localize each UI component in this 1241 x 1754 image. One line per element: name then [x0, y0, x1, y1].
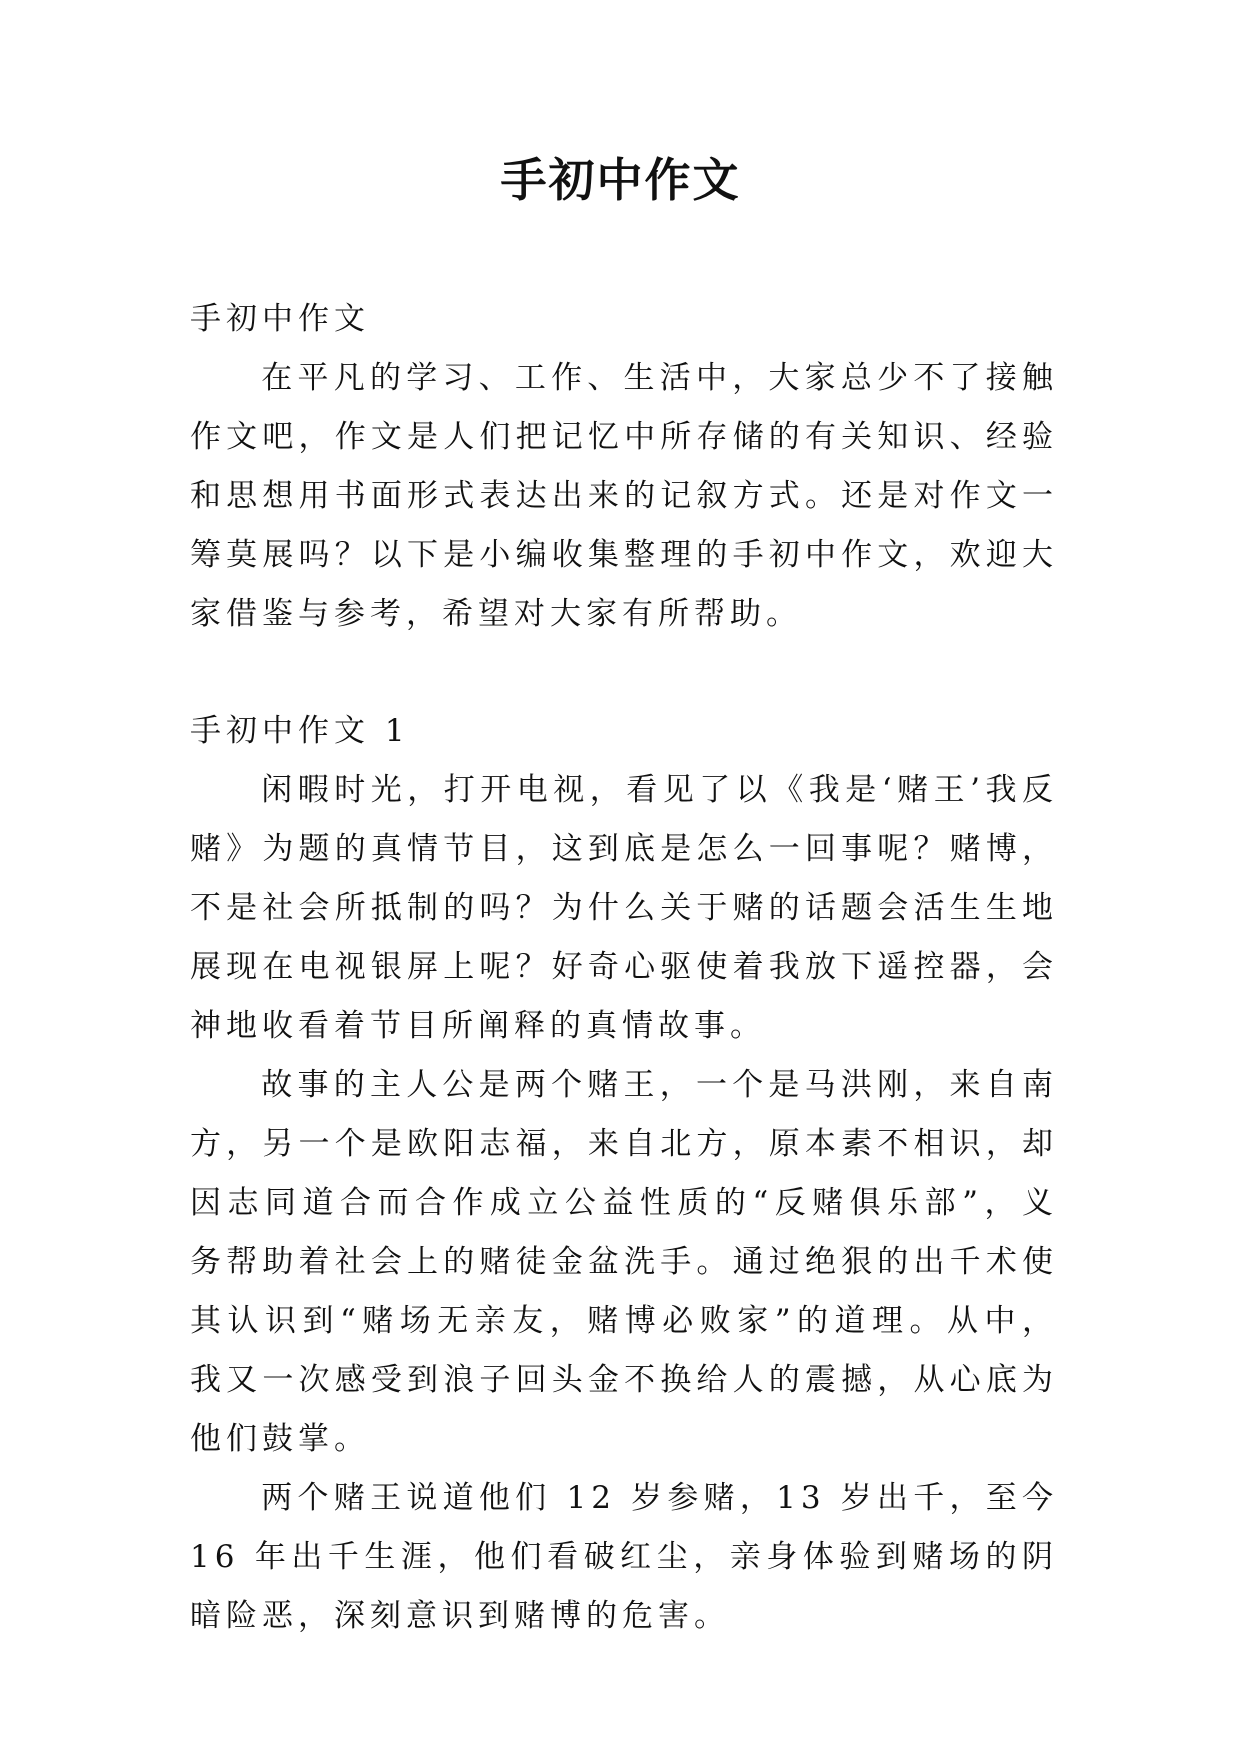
intro-heading: 手初中作文 [190, 301, 370, 337]
section-1-paragraph-1: 闲暇时光，打开电视，看见了以《我是‘赌王’我反赌》为题的真情节目，这到底是怎么一回事呢？赌博，不是社会所抵制的吗？为什么关于赌的话题会活生生地展现在电视银屏上呢？好奇心驱使着我放下遥控器，会神地收看着节目所阐释的真情故事。 [190, 772, 1058, 1044]
document-title: 手初中作文 [500, 153, 741, 207]
section-1-heading: 手初中作文 1 [190, 713, 410, 749]
intro-paragraph: 在平凡的学习、工作、生活中，大家总少不了接触作文吧，作文是人们把记忆中所存储的有关知识、经验和思想用书面形式表达出来的记叙方式。还是对作文一筹莫展吗？以下是小编收集整理的手初中作文，欢迎大家借鉴与参考，希望对大家有所帮助。 [190, 360, 1058, 632]
section-1-paragraph-2: 故事的主人公是两个赌王，一个是马洪刚，来自南方，另一个是欧阳志福，来自北方，原本素不相识，却因志同道合而合作成立公益性质的“反赌俱乐部”，义务帮助着社会上的赌徒金盆洗手。通过绝狠的出千术使其认识到“赌场无亲友，赌博必败家”的道理。从中，我又一次感受到浪子回头金不换给人的震撼，从心底为他们鼓掌。 [190, 1067, 1058, 1457]
section-1-paragraph-3: 两个赌王说道他们 12 岁参赌，13 岁出千，至今 16 年出千生涯，他们看破红尘，亲身体验到赌场的阴暗险恶，深刻意识到赌博的危害。 [190, 1480, 1058, 1634]
document-body [190, 290, 1058, 1646]
